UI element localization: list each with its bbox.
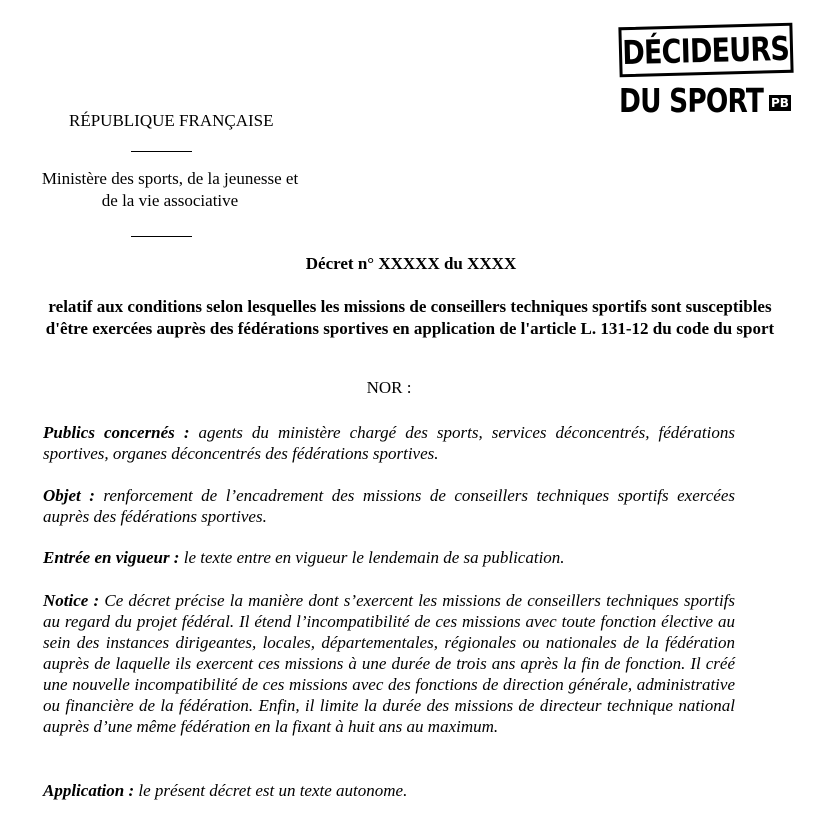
logo-box xyxy=(618,23,793,78)
ministry-name: Ministère des sports, de la jeunesse et de la vie associative xyxy=(41,169,299,210)
section-label: Publics concernés : xyxy=(43,423,190,442)
section-entree xyxy=(43,547,735,568)
nor-reference: NOR : xyxy=(366,378,412,397)
decree-subject: relatif aux conditions selon lesquelles les missions de conseillers techniques sportifs sont susceptibles d'être exercées auprès des fédérations sportives en application de l'article L. 131-12 du code du sport xyxy=(45,297,775,338)
republic-heading: RÉPUBLIQUE FRANÇAISE xyxy=(69,111,274,130)
section-notice xyxy=(43,590,735,737)
brand-logo xyxy=(616,25,796,121)
divider-2 xyxy=(131,236,192,237)
section-text: agents du ministère chargé des sports, services déconcentrés, fédérations sportives, organes déconcentrés des fédérations sportives. xyxy=(43,423,735,463)
section-text: le texte entre en vigueur le lendemain de sa publication. xyxy=(179,548,565,567)
section-text: Ce décret précise la manière dont s’exercent les missions de conseillers techniques sportifs au regard du projet fédéral. Il étend l’incompatibilité de ces missions avec toute fonction élective au sein des instances dirigeantes, locales, départementales, régionales ou nationales de la fédération auprès de laquelle ils exercent ces missions à une durée de trois ans après la fin de fonction. Il créé une nouvelle incompatibilité de ces missions avec des fonctions de direction générale, administrative ou financière de la fédération. Enfin, il limite la durée des missions de directeur technique national auprès d’une même fédération en la fixant à huit ans au maximum. xyxy=(43,591,736,736)
decree-title: Décret n° XXXXX du XXXX xyxy=(305,254,517,273)
section-text: le présent décret est un texte autonome. xyxy=(134,781,408,800)
logo-line2: DU SPORT xyxy=(619,81,764,120)
logo-mark: PB xyxy=(771,96,789,110)
section-objet xyxy=(43,485,735,527)
section-publics xyxy=(43,422,735,464)
section-label: Application : xyxy=(43,781,135,800)
section-application xyxy=(43,780,735,801)
logo-line1: DÉCIDEURS xyxy=(622,28,790,72)
section-label: Entrée en vigueur : xyxy=(43,548,180,567)
divider-1 xyxy=(131,151,192,152)
section-label: Notice : xyxy=(43,591,100,610)
section-text: renforcement de l’encadrement des missions de conseillers techniques sportifs exercées auprès des fédérations sportives. xyxy=(43,486,735,526)
section-label: Objet : xyxy=(43,486,95,505)
